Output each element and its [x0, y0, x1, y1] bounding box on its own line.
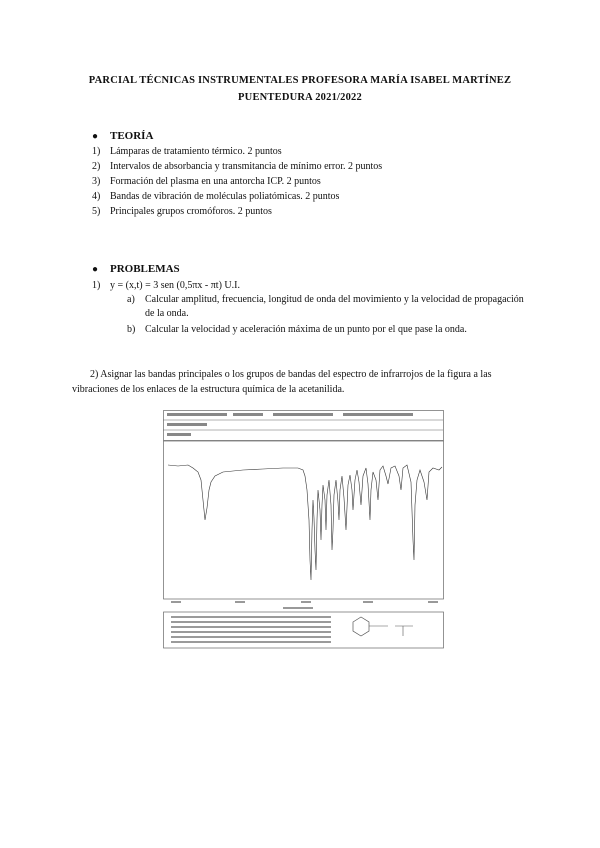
problem-equation: y = (x,t) = 3 sen (0,5πx - πt) U.I.	[110, 280, 240, 291]
theory-heading: TEORÍA	[110, 130, 154, 142]
paragraph: 2) Asignar las bandas principales o los grupos de bandas del espectro de infrarrojos de la figura a las vibraciones de los enlaces de la estructura química de la acetanilida.	[72, 369, 492, 395]
item-number: 3)	[92, 176, 101, 187]
sub-label: a)	[127, 294, 135, 305]
sub-text: Calcular amplitud, frecuencia, longitud de onda del movimiento y la velocidad de propagación de la onda.	[145, 294, 524, 319]
problems-bullet: ●	[92, 264, 99, 275]
item-number: 1)	[92, 146, 101, 157]
item-text: Principales grupos cromóforos. 2 puntos	[110, 206, 272, 217]
sub-label: b)	[127, 324, 136, 335]
title-line-1: PARCIAL TÉCNICAS INSTRUMENTALES PROFESORA MARÍA ISABEL MARTÍNEZ	[88, 75, 512, 86]
page-title	[60, 72, 540, 106]
item-text: Bandas de vibración de moléculas poliatómicas. 2 puntos	[110, 191, 340, 202]
title-line-2: PUENTEDURA 2021/2022	[238, 92, 362, 103]
problems-heading: PROBLEMAS	[110, 263, 180, 275]
spectrum-image	[163, 410, 445, 650]
item-number: 5)	[92, 206, 101, 217]
item-number: 2)	[92, 161, 101, 172]
item-text: Formación del plasma en una antorcha ICP. 2 puntos	[110, 176, 321, 187]
item-text: Intervalos de absorbancia y transmitancia de mínimo error. 2 puntos	[110, 161, 383, 172]
ir-spectrum-figure	[163, 410, 443, 655]
sub-text: Calcular la velocidad y aceleración máxima de un punto por el que pase la onda.	[145, 324, 467, 335]
problem-2-text	[72, 367, 532, 397]
theory-bullet: ●	[92, 131, 99, 142]
item-number: 4)	[92, 191, 101, 202]
item-text: Lámparas de tratamiento térmico. 2 puntos	[110, 146, 282, 157]
problem-number: 1)	[92, 280, 101, 291]
